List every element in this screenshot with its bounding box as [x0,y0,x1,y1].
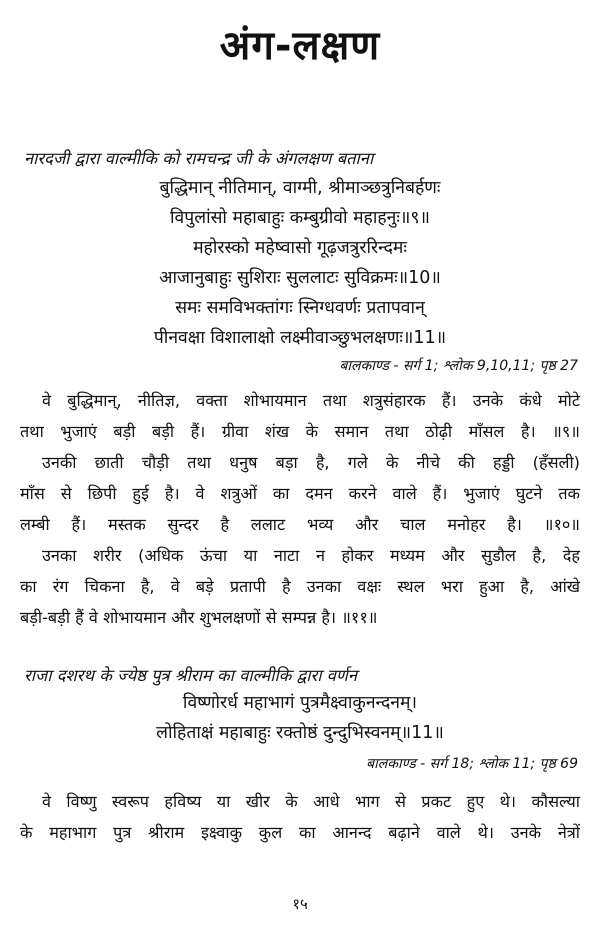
section1-prose [20,385,580,633]
section2-prose [20,786,580,848]
section2-heading: राजा दशरथ के ज्येष्ठ पुत्र श्रीराम का वाल्मीकि द्वारा वर्णन [24,666,358,685]
verse-line: लोहिताक्षं महाबाहुः रक्तोष्ठं दुन्दुभिस्वनम्॥11॥ [156,723,444,743]
prose-line: लम्बी हैं। मस्तक सुन्दर है ललाट भव्य और चाल मनोहर है। ॥१०॥ [20,515,580,534]
prose-line: वे बुद्धिमान्, नीतिज्ञ, वक्ता शोभायमान तथा शत्रुसंहारक हैं। उनके कंधे मोटे [42,391,580,410]
verse-line: विपुलांसो महाबाहुः कम्बुग्रीवो महाहनुः॥९॥ [170,208,430,228]
verse-line: समः समविभक्तांगः स्निग्धवर्णः प्रतापवान् [175,298,425,318]
prose-line: वे विष्णु स्वरूप हविष्य या खीर के आधे भाग से प्रकट हुए थे। कौसल्या [42,792,580,811]
prose-line: का रंग चिकना है, वे बड़े प्रतापी है उनका वक्षः स्थल भरा हुआ है, आंखे [20,577,580,596]
page-number: १५ [292,895,308,913]
prose-line: उनकी छाती चौड़ी तथा धनुष बड़ा है, गले के नीचे की हड्डी (हँसली) [42,453,580,472]
prose-line: उनका शरीर (अधिक ऊंचा या नाटा न होकर मध्यम और सुडौल है, देह [42,546,580,565]
verse-line: आजानुबाहुः सुशिराः सुललाटः सुविक्रमः॥10॥ [159,268,441,288]
section1-verses [0,173,600,353]
verse-line: विष्णोरर्ध महाभागं पुत्रमैक्ष्वाकुनन्दनम्। [182,693,418,713]
verse-line: महोरस्को महेष्वासो गूढ़जत्रुररिन्दमः [193,238,407,258]
prose-line: माँस से छिपी हुई है। वे शत्रुओं का दमन करने वाले हैं। भुजाएं घुटने तक [20,484,580,503]
section1-heading: नारदजी द्वारा वाल्मीकि को रामचन्द्र जी के अंगलक्षण बताना [24,149,374,168]
prose-line: बड़ी-बड़ी हैं वे शोभायमान और शुभलक्षणों से सम्पन्न है। ॥११॥ [20,608,378,627]
section1-reference: बालकाण्ड - सर्ग 1; श्लोक 9,10,11; पृष्ठ 27 [339,358,578,374]
page-title: अंग-लक्षण [219,23,381,69]
verse-line: पीनवक्षा विशालाक्षो लक्ष्मीवाञ्छुभलक्षणः॥11॥ [153,328,447,348]
section2-verses [0,688,600,748]
prose-line: के महाभाग पुत्र श्रीराम इक्ष्वाकु कुल का आनन्द बढ़ाने वाले थे। उनके नेत्रों [20,823,580,842]
prose-line: तथा भुजाएं बड़ी बड़ी हैं। ग्रीवा शंख के समान तथा ठोढ़ी माँसल है। ॥९॥ [20,422,580,441]
section2-reference: बालकाण्ड - सर्ग 18; श्लोक 11; पृष्ठ 69 [366,756,578,772]
verse-line: बुद्धिमान् नीतिमान्, वाग्मी, श्रीमाञ्छत्रुनिबर्हणः [159,178,441,198]
